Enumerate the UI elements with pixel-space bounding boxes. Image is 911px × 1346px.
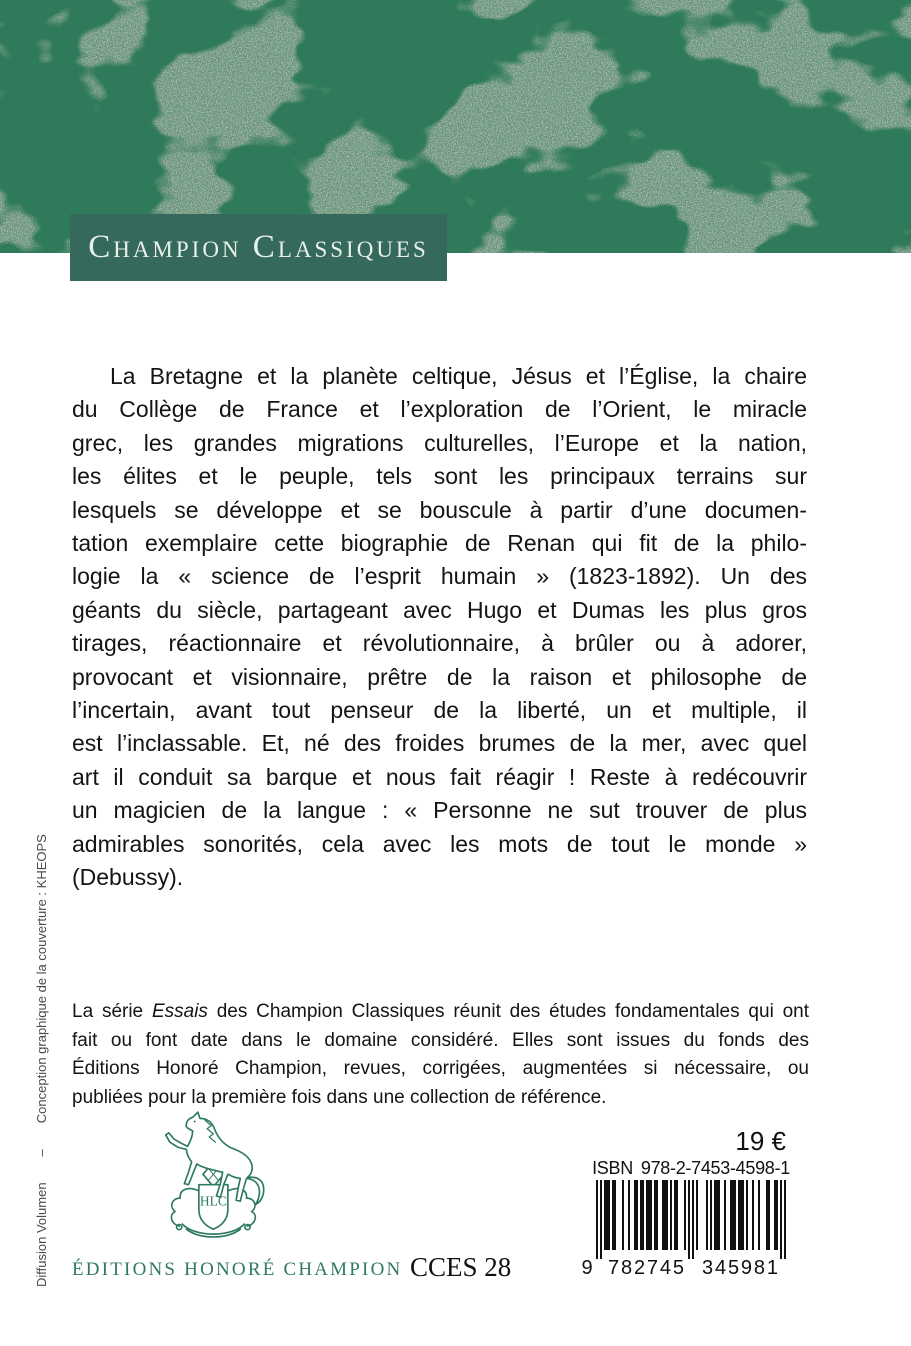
isbn-label: ISBN: [592, 1158, 633, 1178]
text-line: grec, les grandes migrations culturelles, l’Europe et la nation,: [72, 429, 807, 456]
price: 19 €: [735, 1126, 786, 1156]
series-banner-label: Champion Classiques: [88, 229, 429, 265]
barcode-digit-group: 9: [581, 1257, 593, 1278]
description-text: [72, 360, 807, 895]
text-line: du Collège de France et l’exploration de l’Orient, le miracle: [72, 396, 807, 423]
text-line: publiées pour la première fois dans une collection de référence.: [72, 1086, 607, 1108]
ean13-barcode: [570, 1178, 800, 1278]
text-line: La Bretagne et la planète celtique, Jésus et l’Église, la chaire: [110, 363, 807, 389]
text-line: admirables sonorités, cela avec les mots de tout le monde »: [72, 830, 807, 857]
collection-code: CCES 28: [410, 1252, 512, 1282]
text-line: provocant et visionnaire, prêtre de la raison et philosophe de: [72, 663, 807, 690]
text-line: les élites et le peuple, tels sont les principaux terrains sur: [72, 463, 807, 490]
text-line: fait ou font date dans le domaine considéré. Elles sont issues du fonds des: [72, 1029, 809, 1051]
spine-credit-part: Conception graphique de la couverture : KHEOPS: [33, 834, 49, 1124]
publisher-logo: [145, 1110, 290, 1250]
text-line: (Debussy).: [72, 864, 184, 891]
spine-credit-part: Diffusion Volumen: [33, 1182, 49, 1287]
spine-credit-part: –: [33, 1149, 49, 1157]
text-line: La série Essais des Champion Classiques réunit des études fondamentales qui ont: [72, 1001, 810, 1022]
barcode-digit-group: 782745: [608, 1257, 684, 1278]
text-line: un magicien de la langue : « Personne ne sut trouver de plus: [72, 797, 807, 824]
isbn-line: [591, 1158, 791, 1179]
text-line: art il conduit sa barque et nous fait réagir ! Reste à redécouvrir: [72, 763, 807, 790]
text-line: Éditions Honoré Champion, revues, corrigées, augmentées si nécessaire, ou: [72, 1058, 809, 1080]
text-line: lesquels se développe et se bouscule à partir d’une documen-: [72, 496, 807, 523]
text-line: tation exemplaire cette biographie de Renan qui fit de la philo-: [72, 530, 807, 557]
text-line: logie la « science de l’esprit humain » (1823-1892). Un des: [72, 563, 807, 590]
spine-credits: [30, 834, 52, 1287]
text-line: est l’inclassable. Et, né des froides brumes de la mer, avec quel: [72, 730, 807, 757]
text-line: tirages, réactionnaire et révolutionnaire, à brûler ou à adorer,: [72, 630, 807, 657]
text-line: l’incertain, avant tout penseur de la liberté, un et multiple, il: [72, 697, 807, 724]
series-note-text: [72, 998, 809, 1112]
logo-monogram: HLC: [199, 1193, 227, 1209]
barcode-digit-group: 345981: [702, 1257, 778, 1278]
marbled-banner: [0, 0, 911, 265]
text-line: géants du siècle, partageant avec Hugo et Dumas les plus gros: [72, 596, 807, 623]
series-banner-box: [70, 214, 447, 281]
isbn-number: 978-2-7453-4598-1: [640, 1158, 790, 1178]
publisher-name: ÉDITIONS HONORÉ CHAMPION: [72, 1259, 403, 1280]
